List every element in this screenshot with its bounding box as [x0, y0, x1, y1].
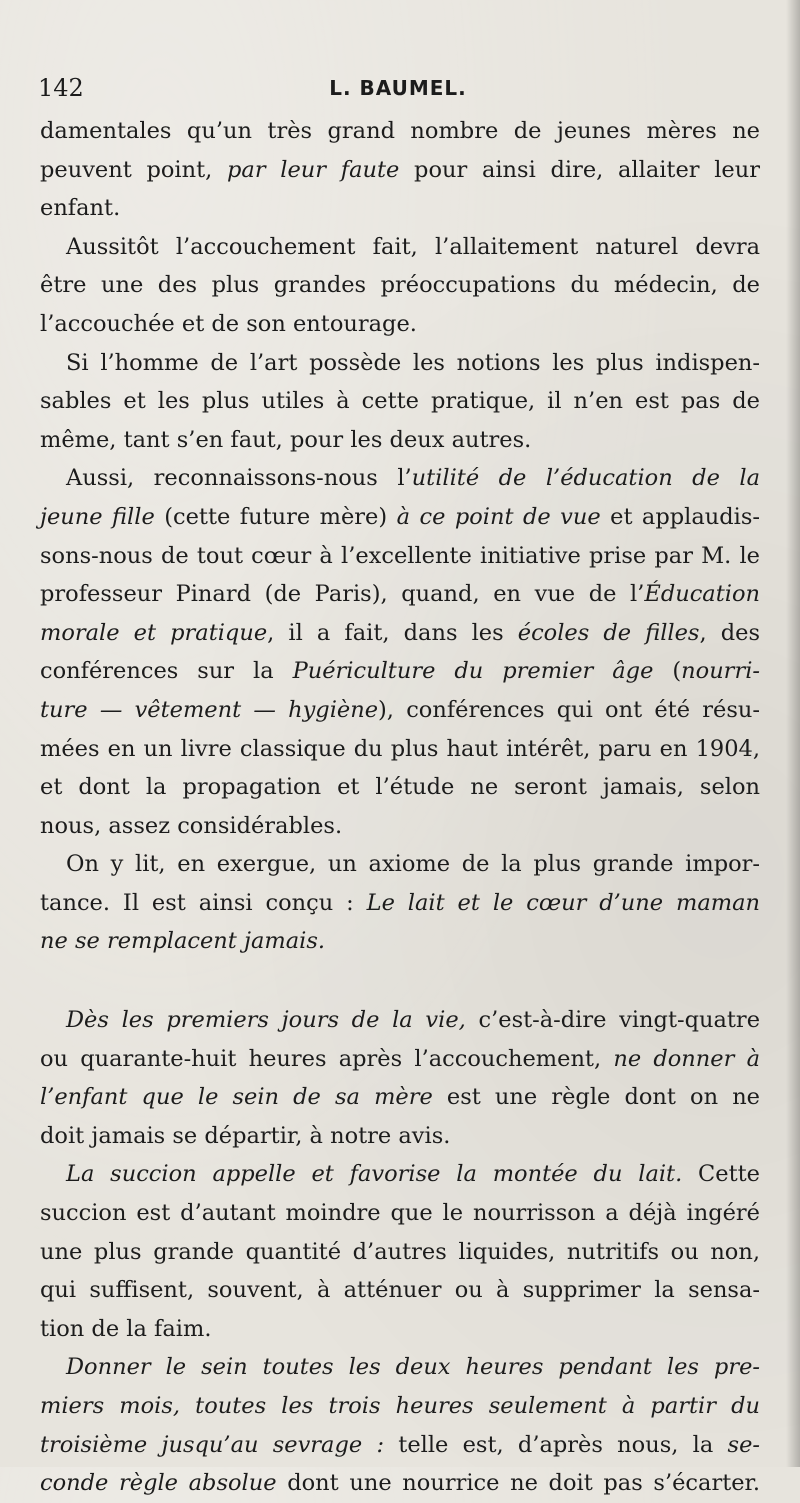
text-line: [40, 614, 760, 653]
paragraph-gap: [40, 961, 760, 1001]
roman-text: , des: [699, 619, 760, 646]
roman-text: qui suffisent, souvent, à atténuer ou à supprimer la sensa-: [40, 1277, 760, 1304]
text-line: [40, 1233, 760, 1272]
text-line: [40, 845, 760, 884]
page-edge-shadow: [786, 0, 800, 1467]
roman-text: et dont la propagation et l’étude ne seront jamais, selon: [40, 774, 760, 801]
roman-text: succion est d’autant moindre que le nourrisson a déjà ingéré: [40, 1200, 760, 1227]
text-line: [40, 459, 760, 498]
italic-text: utilité de l’éducation de la: [411, 465, 760, 492]
italic-text: Donner le sein toutes les deux heures pendant les pre-: [66, 1354, 760, 1381]
roman-text: tance. Il est ainsi conçu :: [40, 889, 367, 916]
italic-text: l’enfant que le sein de sa mère: [40, 1084, 433, 1111]
italic-text: conde règle absolue: [40, 1470, 277, 1497]
roman-text: conférences sur la: [40, 658, 293, 685]
text-line: [40, 1426, 760, 1465]
italic-text: ture — vêtement — hygiène: [40, 696, 379, 723]
roman-text: enfant.: [40, 195, 121, 222]
text-line: [40, 498, 760, 537]
italic-text: morale et pratique: [40, 619, 268, 646]
roman-text: nous, assez considérables.: [40, 812, 343, 839]
text-line: [40, 537, 760, 576]
text-line: [40, 807, 760, 846]
italic-text: nourri-: [681, 658, 760, 685]
roman-text: Aussi, reconnaissons-nous l’: [66, 465, 412, 492]
roman-text: peuvent point,: [40, 156, 228, 183]
roman-text: professeur Pinard (de Paris), quand, en vue de l’: [40, 581, 645, 608]
text-line: [40, 1387, 760, 1426]
page-header: [38, 72, 758, 108]
text-line: [40, 691, 760, 730]
text-line: [40, 1078, 760, 1117]
roman-text: telle est, d’après nous, la: [384, 1431, 728, 1458]
text-line: [40, 575, 760, 614]
roman-text: sons-nous de tout cœur à l’excellente initiative prise par M. le: [40, 542, 760, 569]
roman-text: , il a fait, dans les: [267, 619, 518, 646]
text-line: [40, 768, 760, 807]
roman-text: est une règle dont on ne: [432, 1084, 760, 1111]
text-line: [40, 1117, 760, 1156]
text-line: [40, 305, 760, 344]
roman-text: tion de la faim.: [40, 1315, 212, 1342]
roman-text: c’est-à-dire vingt-quatre: [465, 1007, 761, 1034]
roman-text: Cette: [682, 1161, 760, 1188]
text-line: [40, 421, 760, 460]
roman-text: et applaudis-: [600, 503, 761, 530]
italic-text: troisième jusqu’au sevrage :: [40, 1431, 385, 1458]
text-line: [40, 922, 760, 961]
roman-text: On y lit, en exergue, un axiome de la plus grande impor-: [66, 851, 760, 878]
roman-text: damentales qu’un très grand nombre de jeunes mères ne: [40, 118, 760, 144]
text-line: [40, 1001, 760, 1040]
text-line: [40, 1348, 760, 1387]
italic-text: ne donner à: [613, 1045, 760, 1072]
roman-text: être une des plus grandes préoccupations du médecin, de: [40, 272, 760, 299]
roman-text: dont une nourrice ne doit pas s’écarter.: [276, 1470, 760, 1497]
italic-text: par leur faute: [227, 156, 400, 183]
italic-text: ne se remplacent jamais.: [40, 928, 326, 955]
text-line: [40, 652, 760, 691]
running-head: L. BAUMEL.: [329, 76, 467, 100]
text-line: [40, 1155, 760, 1194]
roman-text: pour ainsi dire, allaiter leur: [399, 156, 760, 183]
text-line: [40, 730, 760, 769]
roman-text: Aussitôt l’accouchement fait, l’allaitement naturel devra: [66, 233, 760, 260]
roman-text: ou quarante-huit heures après l’accouchement,: [40, 1045, 614, 1072]
italic-text: La succion appelle et favorise la montée du lait.: [66, 1161, 683, 1188]
roman-text: même, tant s’en faut, pour les deux autres.: [40, 426, 532, 453]
text-line: [40, 151, 760, 190]
roman-text: Si l’homme de l’art possède les notions les plus indispen-: [66, 349, 760, 376]
text-line: [40, 1310, 760, 1349]
italic-text: miers mois, toutes les trois heures seulement à partir du: [40, 1393, 760, 1419]
roman-text: sables et les plus utiles à cette pratique, il n’en est pas de: [40, 388, 760, 415]
text-line: [40, 344, 760, 383]
roman-text: mées en un livre classique du plus haut intérêt, paru en 1904,: [40, 735, 760, 762]
text-line: [40, 1271, 760, 1310]
roman-text: l’accouchée et de son entourage.: [40, 310, 417, 337]
italic-text: Le lait et le cœur d’une maman: [366, 889, 760, 916]
italic-text: à ce point de vue: [396, 503, 601, 530]
italic-text: Dès les premiers jours de la vie,: [66, 1007, 466, 1034]
roman-text: doit jamais se départir, à notre avis.: [40, 1122, 451, 1149]
italic-text: écoles de filles: [517, 619, 700, 646]
text-line: [40, 884, 760, 923]
text-line: [40, 189, 760, 228]
text-line: [40, 266, 760, 305]
body-text: [40, 112, 760, 1503]
italic-text: Éducation: [644, 581, 760, 608]
italic-text: jeune fille: [40, 503, 155, 530]
italic-text: se-: [727, 1431, 760, 1458]
text-line: [40, 1040, 760, 1079]
roman-text: (: [653, 658, 682, 685]
roman-text: ), conférences qui ont été résu-: [378, 696, 760, 723]
text-line: [40, 1194, 760, 1233]
roman-text: (cette future mère): [154, 503, 397, 530]
italic-text: Puériculture du premier âge: [292, 658, 654, 685]
text-line: [40, 228, 760, 267]
text-line: [40, 382, 760, 421]
page-number: 142: [38, 74, 84, 102]
text-line: [40, 112, 760, 151]
text-line: [40, 1464, 760, 1503]
roman-text: une plus grande quantité d’autres liquides, nutritifs ou non,: [40, 1238, 760, 1265]
